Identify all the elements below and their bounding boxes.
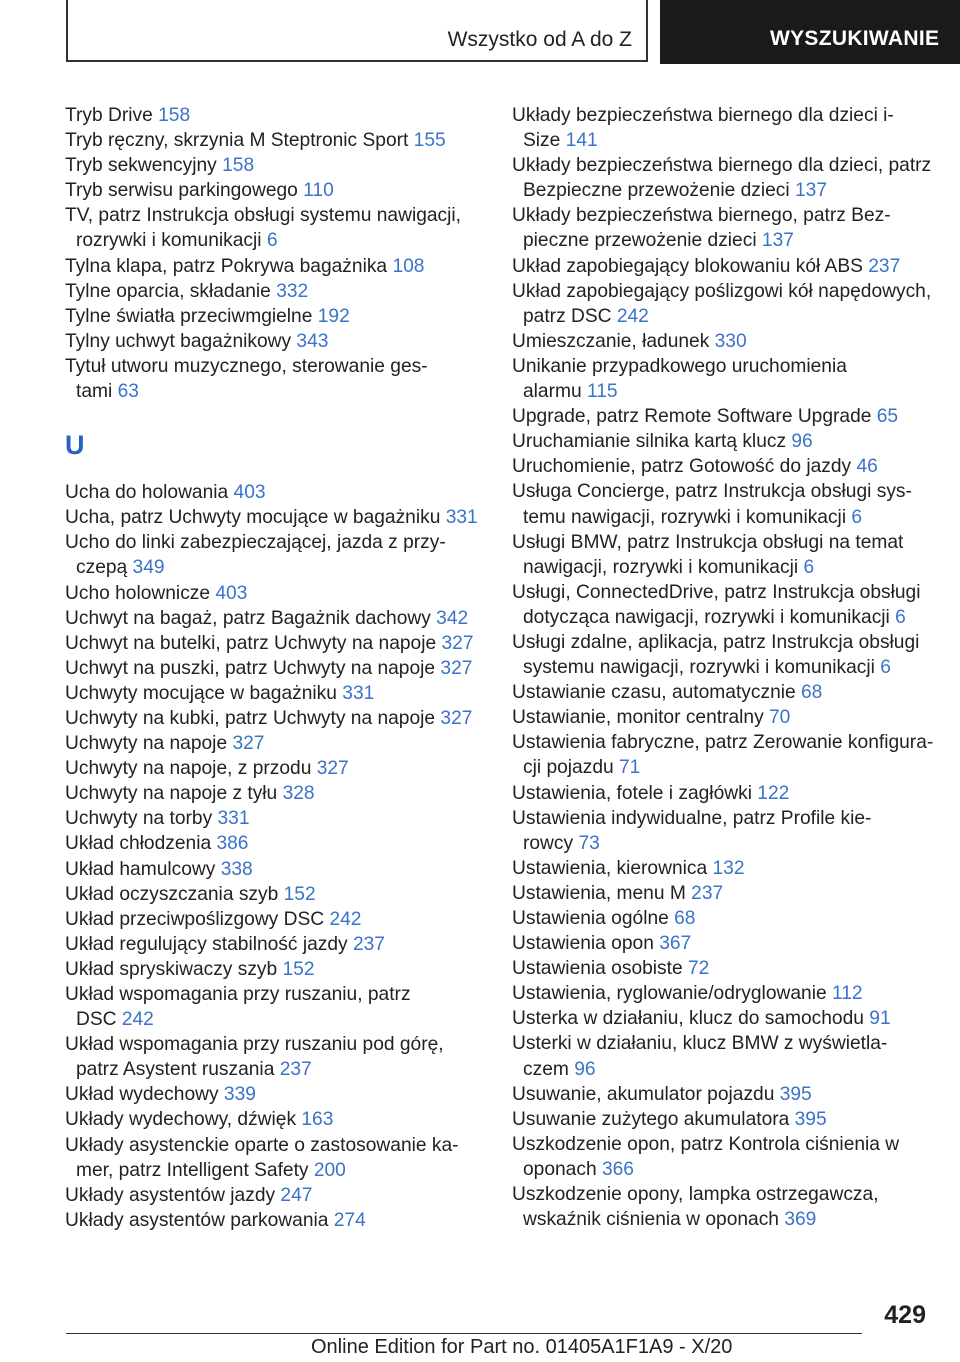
index-entry [65, 1208, 485, 1233]
page-link[interactable]: 237 [279, 1059, 312, 1081]
index-entry [65, 203, 485, 253]
page-link[interactable]: 163 [301, 1109, 334, 1131]
index-entry-text: Usuwanie, akumulator pojazdu [512, 1083, 780, 1105]
index-entry-text: Uchwyt na puszki, patrz Uchwyty na napoje [65, 657, 441, 679]
index-entry-text: Ustawienia, menu M [512, 882, 692, 904]
page-link[interactable]: 132 [712, 857, 745, 879]
index-entry-text: Układy wydechowy, dźwięk [65, 1109, 302, 1131]
page-link[interactable]: 395 [779, 1083, 812, 1105]
index-entry [512, 429, 932, 454]
index-entry-text: Tryb Drive [65, 105, 159, 126]
index-entry-text: nawigacji, rozrywki i komunikacji [523, 556, 804, 578]
index-entry-text: Ustawianie czasu, automatycznie [512, 682, 802, 704]
index-entry-text: Układ regulujący stabilność jazdy [65, 933, 353, 955]
page-link[interactable]: 71 [619, 757, 641, 779]
index-entry-text: Ustawienia osobiste [512, 958, 688, 980]
index-entry [65, 706, 485, 731]
search-tab[interactable] [660, 0, 960, 64]
page-link[interactable]: 6 [266, 230, 278, 252]
index-entry-text: Bezpieczne przewożenie dzieci [523, 180, 795, 202]
index-entry-text: Tylne oparcia, składanie [65, 280, 277, 302]
index-entry-text: Układ spryskiwaczy szyb [65, 958, 283, 980]
page-link[interactable]: 155 [413, 130, 446, 152]
index-entry-text: Ucha do holowania [65, 482, 234, 504]
page-link[interactable]: 110 [303, 180, 334, 202]
index-entry-text: Układy asystenckie oparte o zastosowanie ka- [65, 1134, 459, 1156]
page-link[interactable]: 342 [436, 607, 469, 629]
index-entry-text: Ustawienia opon [512, 933, 660, 955]
index-entry-text: Układ przeciwpoślizgowy DSC [65, 908, 330, 930]
page-link[interactable]: 237 [868, 255, 901, 277]
index-entry [65, 656, 485, 681]
index-entry-text: Układy asystentów jazdy [65, 1184, 281, 1206]
index-entry-text: Uchwyty mocujące w bagażniku [65, 682, 343, 704]
index-entry [65, 932, 485, 957]
index-entry [65, 480, 485, 505]
index-entry-text: Układ wspomagania przy ruszaniu pod górę, [65, 1034, 444, 1056]
index-entry-text: Uchwyty na napoje, z przodu [65, 758, 317, 780]
page-link[interactable]: 96 [574, 1058, 596, 1080]
index-entry-text: Ustawienia, kierownica [512, 857, 713, 879]
index-entry [512, 279, 932, 329]
index-entry-text: Układy bezpieczeństwa biernego, patrz Bez- [512, 205, 891, 227]
index-entry-text: Usługi zdalne, aplikacja, patrz Instrukcja obsługi [512, 631, 920, 653]
page-link[interactable]: 152 [283, 883, 316, 905]
index-entry-text: systemu nawigacji, rozrywki i komunikacji [523, 657, 881, 679]
index-entry-text: Upgrade, patrz Remote Software Upgrade [512, 406, 877, 428]
index-entry [512, 630, 932, 680]
section-header [66, 0, 648, 62]
index-entry-text: Uchwyty na napoje [65, 733, 233, 755]
page-link[interactable]: 274 [333, 1209, 366, 1231]
page-link[interactable]: 108 [392, 255, 425, 277]
page-link[interactable]: 338 [220, 858, 253, 880]
index-entry [512, 454, 932, 479]
page-link[interactable]: 73 [578, 832, 600, 854]
index-entry [512, 1107, 932, 1132]
index-entry [512, 906, 932, 931]
index-entry-text: Tylne światła przeciwmgielne [65, 305, 318, 327]
index-entry [512, 530, 932, 580]
page-link[interactable]: 68 [801, 682, 823, 704]
index-entry-text: Size [523, 130, 566, 152]
index-entry-text: czem [523, 1058, 575, 1080]
page-link[interactable]: 395 [794, 1108, 827, 1130]
page-link[interactable]: 46 [856, 456, 878, 478]
index-entry-text: mer, patrz Intelligent Safety [76, 1159, 314, 1181]
index-entry-text: Ucho do linki zabezpieczającej, jazda z przy- [65, 532, 446, 554]
page-link[interactable]: 349 [132, 557, 165, 579]
index-entry-text: rozrywki i komunikacji [76, 230, 267, 252]
index-entry [512, 479, 932, 529]
index-entry-text: Ustawienia ogólne [512, 908, 675, 929]
index-entry [65, 581, 485, 606]
index-entry [512, 680, 932, 705]
index-entry [65, 1183, 485, 1208]
page-link[interactable]: 96 [791, 431, 813, 453]
page-link[interactable]: 68 [674, 908, 696, 929]
index-entry-text: TV, patrz Instrukcja obsługi systemu nawigacji, [65, 205, 462, 227]
page-link[interactable]: 6 [803, 556, 815, 578]
page-link[interactable]: 366 [601, 1158, 634, 1180]
index-entry [512, 254, 932, 279]
index-entry [65, 831, 485, 856]
index-entry-text: Ustawianie, monitor centralny [512, 707, 770, 729]
index-entry-text: Tryb sekwencyjny [65, 155, 223, 177]
index-entry [512, 1132, 932, 1182]
page-link[interactable]: 6 [851, 506, 863, 528]
index-entry-text: czepą [76, 557, 133, 579]
index-entry-text: dotycząca nawigacji, rozrywki i komunikacji [523, 606, 896, 628]
page-link[interactable]: 6 [880, 657, 891, 679]
index-entry [65, 806, 485, 831]
index-letter-heading: U [65, 430, 85, 461]
index-entry-text: Uchwyty na torby [65, 808, 218, 830]
index-entry-text: Układ zapobiegający poślizgowi kół napędowych, [512, 280, 932, 302]
page-link[interactable]: 339 [223, 1084, 256, 1106]
index-entry [65, 781, 485, 806]
index-entry-text: Ustawienia, ryglowanie/odryglowanie [512, 983, 832, 1005]
edition-text: Online Edition for Part no. 01405A1F1A9 - X/20 [311, 1336, 733, 1358]
index-entry [65, 731, 485, 756]
index-entry [65, 505, 485, 530]
index-entry [65, 178, 485, 203]
index-entry-text: Układ wydechowy [65, 1084, 224, 1106]
index-entry-text: Układ oczyszczania szyb [65, 883, 284, 905]
index-entry-text: Umieszczanie, ładunek [512, 330, 715, 352]
index-entry [65, 128, 485, 153]
page-link[interactable]: 242 [121, 1009, 154, 1031]
index-entry-text: wskaźnik ciśnienia w oponach [523, 1209, 785, 1231]
index-entry-text: Układ wspomagania przy ruszaniu, patrz [65, 984, 411, 1005]
index-entry [512, 705, 932, 730]
index-entry-text: Układy asystentów parkowania [65, 1209, 334, 1231]
index-entry [512, 203, 932, 253]
index-entry-text: DSC [76, 1009, 122, 1031]
index-entry [65, 882, 485, 907]
index-entry [65, 631, 485, 656]
section-title: Wszystko od A do Z [447, 28, 632, 51]
index-entry-text: Uchwyty na kubki, patrz Uchwyty na napoje [65, 707, 441, 729]
page-link[interactable]: 237 [691, 882, 724, 904]
index-entry-text: Ustawienia fabryczne, patrz Zerowanie konfigura- [512, 732, 934, 754]
page-link[interactable]: 158 [158, 105, 191, 126]
page-link[interactable]: 6 [895, 606, 906, 628]
index-entry-text: Układ hamulcowy [65, 858, 221, 880]
index-entry [512, 856, 932, 881]
index-entry [65, 1082, 485, 1107]
footer-divider [66, 1333, 862, 1334]
index-entry [65, 279, 485, 304]
page-link[interactable]: 63 [117, 381, 139, 403]
index-entry-text: Ucho holownicze [65, 582, 216, 604]
index-entry-text: Uchwyt na butelki, patrz Uchwyty na napoje [65, 632, 442, 654]
page-link[interactable]: 327 [440, 657, 473, 679]
index-entry [65, 957, 485, 982]
page-link[interactable]: 158 [222, 155, 255, 177]
index-entry [512, 153, 932, 203]
index-entry-text: Układy bezpieczeństwa biernego dla dzieci, patrz [512, 155, 932, 177]
page-link[interactable]: 331 [445, 507, 478, 529]
index-entry [512, 404, 932, 429]
page-link[interactable]: 91 [869, 1008, 891, 1030]
page-link[interactable]: 242 [616, 305, 649, 327]
page-link[interactable]: 112 [831, 983, 863, 1005]
index-entry-text: Uruchamianie silnika kartą klucz [512, 431, 792, 453]
index-entry-text: patrz Asystent ruszania [76, 1059, 280, 1081]
index-entry-text: Usterka w działaniu, klucz do samochodu [512, 1008, 870, 1030]
index-entry [65, 254, 485, 279]
index-entry [65, 681, 485, 706]
index-entry [65, 354, 485, 404]
index-entry [512, 931, 932, 956]
page-link[interactable]: 369 [784, 1209, 817, 1231]
page-link[interactable]: 403 [215, 582, 248, 604]
index-entry-text: Układy bezpieczeństwa biernego dla dzieci i- [512, 105, 894, 126]
index-entry [65, 982, 485, 1032]
index-entry [512, 781, 932, 806]
index-entry-text: Tytuł utworu muzycznego, sterowanie ges- [65, 355, 428, 377]
index-entry [65, 857, 485, 882]
index-entry-text: Tryb serwisu parkingowego [65, 180, 304, 202]
page-link[interactable]: 137 [761, 230, 794, 252]
index-entry-text: Uszkodzenie opon, patrz Kontrola ciśnienia w [512, 1133, 900, 1155]
index-entry-text: Ustawienia, fotele i zagłówki [512, 782, 758, 804]
page-link[interactable]: 367 [659, 933, 692, 955]
index-entry-text: pieczne przewożenie dzieci [523, 230, 762, 252]
index-entry [65, 153, 485, 178]
page-link[interactable]: 237 [352, 933, 385, 955]
search-tab-label: WYSZUKIWANIE [770, 27, 940, 50]
index-entry-text: Usuwanie zużytego akumulatora [512, 1108, 795, 1130]
page-link[interactable]: 386 [216, 833, 249, 855]
index-entry-text: Usterki w działaniu, klucz BMW z wyświetla- [512, 1033, 888, 1055]
index-entry [65, 907, 485, 932]
page-link[interactable]: 332 [276, 280, 309, 302]
page-link[interactable]: 242 [329, 908, 362, 930]
index-entry [65, 1107, 485, 1132]
index-entry [512, 806, 932, 856]
page-link[interactable]: 327 [316, 758, 349, 780]
index-entry-text: Usługi BMW, patrz Instrukcja obsługi na temat [512, 531, 904, 553]
page-link[interactable]: 152 [282, 958, 315, 980]
page-link[interactable]: 330 [714, 330, 747, 352]
index-entry [512, 354, 932, 404]
page-link[interactable]: 137 [794, 180, 827, 202]
index-entry [65, 304, 485, 329]
index-entry [65, 103, 485, 128]
page-link[interactable]: 141 [565, 130, 598, 152]
page-link[interactable]: 403 [233, 482, 266, 504]
page-link[interactable]: 70 [769, 707, 791, 729]
page-link[interactable]: 327 [232, 733, 265, 755]
index-entry-text: Uchwyty na napoje z tyłu [65, 783, 283, 805]
index-entry [65, 329, 485, 354]
index-entry-text: patrz DSC [523, 305, 617, 327]
index-entry-text: Tryb ręczny, skrzynia M Steptronic Sport [65, 130, 414, 152]
page-link[interactable]: 331 [342, 682, 375, 704]
index-entry-text: Układ zapobiegający blokowaniu kół ABS [512, 255, 869, 277]
index-entry [65, 756, 485, 781]
index-entry-text: rowcy [523, 832, 579, 854]
page-link[interactable]: 65 [876, 406, 899, 428]
index-entry [512, 1006, 932, 1031]
index-entry [65, 1133, 485, 1183]
index-entry [512, 580, 932, 630]
index-entry [512, 1082, 932, 1107]
index-entry-text: Uchwyt na bagaż, patrz Bagażnik dachowy [65, 607, 437, 629]
index-entry [65, 1032, 485, 1082]
index-entry [65, 530, 485, 580]
index-entry [512, 730, 932, 780]
index-entry-text: oponach [523, 1158, 602, 1180]
index-entry [512, 981, 932, 1006]
index-column-left [65, 103, 485, 1233]
index-entry-text: Usługa Concierge, patrz Instrukcja obsługi sys- [512, 481, 912, 503]
page-link[interactable]: 328 [282, 783, 315, 805]
index-entry-text: Ustawienia indywidualne, patrz Profile kie- [512, 807, 872, 829]
index-entry-text: Tylny uchwyt bagażnikowy [65, 330, 297, 352]
page-link[interactable]: 247 [280, 1184, 313, 1206]
index-entry-text: Układ chłodzenia [65, 833, 217, 855]
index-entry-text: temu nawigacji, rozrywki i komunikacji [523, 506, 852, 528]
index-entry-text: cji pojazdu [523, 757, 619, 779]
index-entry-text: tami [76, 381, 118, 403]
index-entry-text: Unikanie przypadkowego uruchomienia [512, 355, 847, 377]
index-entry-text: Tylna klapa, patrz Pokrywa bagażnika [65, 255, 393, 277]
index-entry-text: alarmu [523, 381, 587, 403]
index-entry [512, 103, 932, 153]
index-entry [512, 881, 932, 906]
index-entry [512, 329, 932, 354]
index-entry [512, 1182, 932, 1232]
index-entry [512, 956, 932, 981]
page-link[interactable]: 192 [317, 305, 350, 327]
page-link[interactable]: 122 [757, 782, 790, 804]
page-link[interactable]: 327 [440, 707, 473, 729]
index-entry-text: Uruchomienie, patrz Gotowość do jazdy [512, 456, 857, 478]
page-link[interactable]: 343 [296, 330, 329, 352]
page-link[interactable]: 331 [217, 808, 250, 830]
page-link[interactable]: 115 [586, 381, 618, 403]
index-entry [512, 1031, 932, 1081]
index-entry-text: Usługi, ConnectedDrive, patrz Instrukcja obsługi [512, 581, 921, 603]
index-entry-text: Uszkodzenie opony, lampka ostrzegawcza, [512, 1184, 879, 1206]
index-column-right [512, 103, 932, 1232]
page-link[interactable]: 72 [687, 958, 710, 980]
page-link[interactable]: 200 [313, 1159, 346, 1181]
index-entry [65, 606, 485, 631]
index-entry-text: Ucha, patrz Uchwyty mocujące w bagażniku [65, 507, 446, 529]
page-link[interactable]: 327 [441, 632, 474, 654]
page-number: 429 [884, 1301, 926, 1329]
